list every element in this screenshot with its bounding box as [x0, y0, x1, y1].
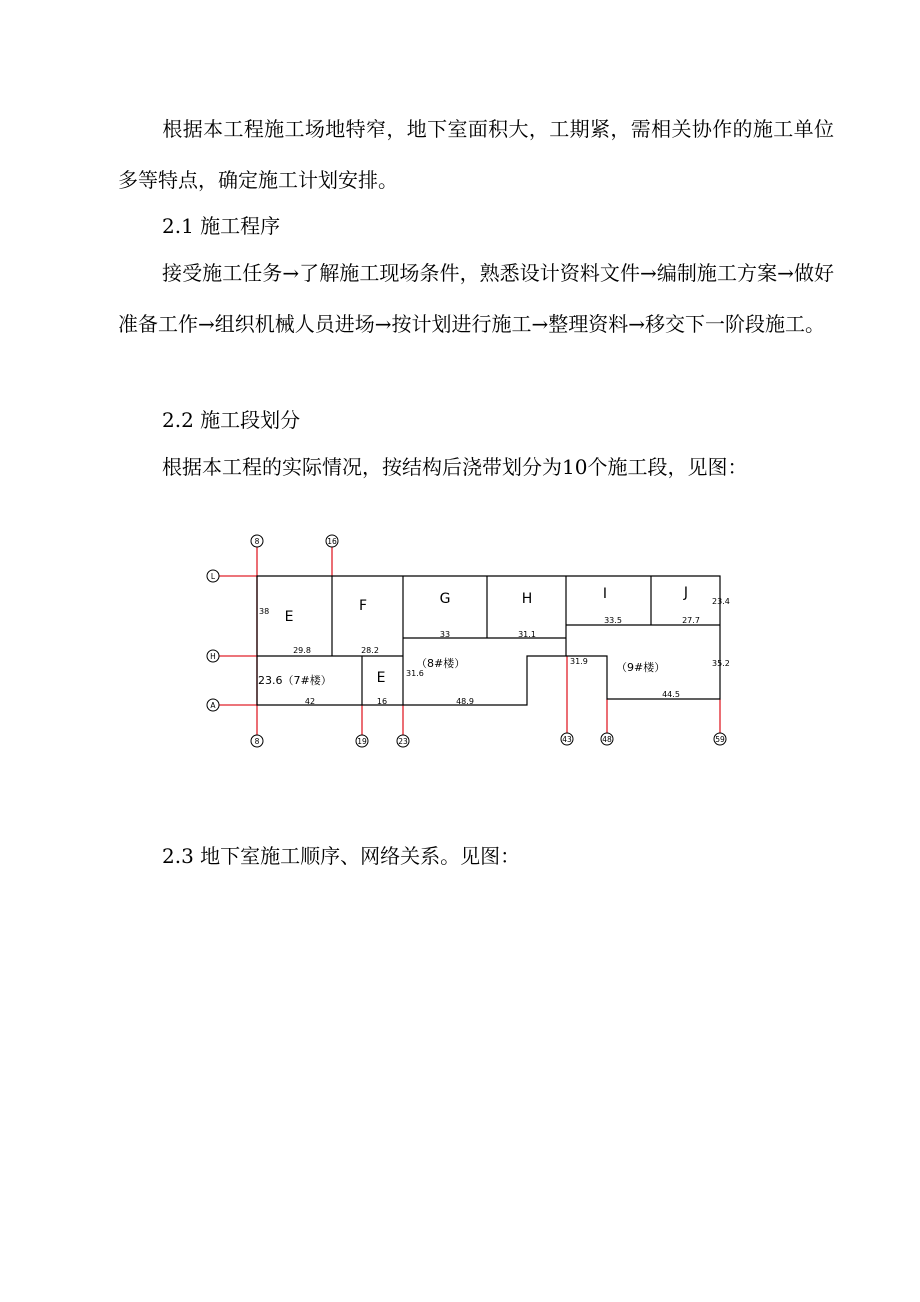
- segment-label-e-upper: E: [284, 609, 294, 625]
- dim-44-5: 44.5: [662, 690, 680, 699]
- section-2-1-heading: 2.1 施工程序: [162, 214, 281, 238]
- svg-text:8: 8: [254, 537, 260, 546]
- section-2-1-paragraph: 接受施工任务→了解施工现场条件，熟悉设计资料文件→编制施工方案→做好准备工作→组织机械人员进场→按计划进行施工→整理资料→移交下一阶段施工。: [118, 261, 834, 336]
- dim-31-9: 31.9: [570, 657, 588, 666]
- svg-text:A: A: [210, 701, 216, 710]
- segment-label-f: F: [358, 598, 368, 614]
- axis-bubble-43: [561, 733, 573, 745]
- building-8-label: （8#楼）: [416, 657, 466, 670]
- svg-text:23: 23: [398, 737, 408, 746]
- axis-bubble-A: [207, 699, 219, 711]
- dim-35-2: 35.2: [712, 659, 730, 668]
- svg-text:43: 43: [562, 735, 572, 744]
- axis-bubble-23: [397, 735, 409, 747]
- svg-text:L: L: [210, 572, 216, 581]
- section-2-3-heading: 2.3 地下室施工顺序、网络关系。见图：: [162, 844, 521, 868]
- axis-bubble-48: [601, 733, 613, 745]
- dim-29-8: 29.8: [293, 646, 311, 655]
- axis-bubble-L: [207, 570, 219, 582]
- svg-text:19: 19: [357, 737, 367, 746]
- axis-bubble-59: [714, 733, 726, 745]
- section-2-2-paragraph: 根据本工程的实际情况，按结构后浇带划分为10个施工段，见图：: [162, 455, 748, 479]
- dim-16: 16: [376, 697, 388, 706]
- dim-31-6: 31.6: [406, 669, 424, 678]
- dim-23-4: 23.4: [712, 597, 730, 606]
- dim-38: 38: [259, 607, 270, 616]
- svg-text:16: 16: [327, 537, 337, 546]
- axis-bubble-19: [356, 735, 368, 747]
- svg-text:H: H: [210, 652, 216, 661]
- axis-bubble-top-8: [251, 535, 263, 547]
- svg-text:59: 59: [715, 735, 725, 744]
- svg-text:8: 8: [254, 737, 260, 746]
- dim-48-9: 48.9: [456, 697, 474, 706]
- axis-bubble-H: [207, 650, 219, 662]
- segment-label-g: G: [439, 591, 451, 607]
- section-2-2-heading: 2.2 施工段划分: [162, 408, 301, 432]
- dim-27-7: 27.7: [682, 616, 700, 625]
- building-7-label: 23.6（7#楼）: [258, 674, 332, 687]
- segment-label-i: I: [602, 586, 608, 602]
- dim-31-1: 31.1: [518, 630, 536, 639]
- intro-paragraph: 根据本工程施工场地特窄，地下室面积大，工期紧，需相关协作的施工单位多等特点，确定施工计划安排。: [118, 117, 834, 192]
- segment-label-h: H: [521, 591, 533, 607]
- dim-33-5: 33.5: [604, 616, 622, 625]
- dim-28-2: 28.2: [361, 646, 379, 655]
- svg-text:48: 48: [602, 735, 612, 744]
- segment-label-e-lower: E: [376, 670, 386, 686]
- building-9-label: （9#楼）: [616, 661, 666, 674]
- axis-bubble-bottom-8: [251, 735, 263, 747]
- segment-label-j: J: [683, 585, 689, 601]
- dim-33: 33: [439, 630, 451, 639]
- axis-bubble-top-16: [326, 535, 338, 547]
- dim-42: 42: [304, 697, 316, 706]
